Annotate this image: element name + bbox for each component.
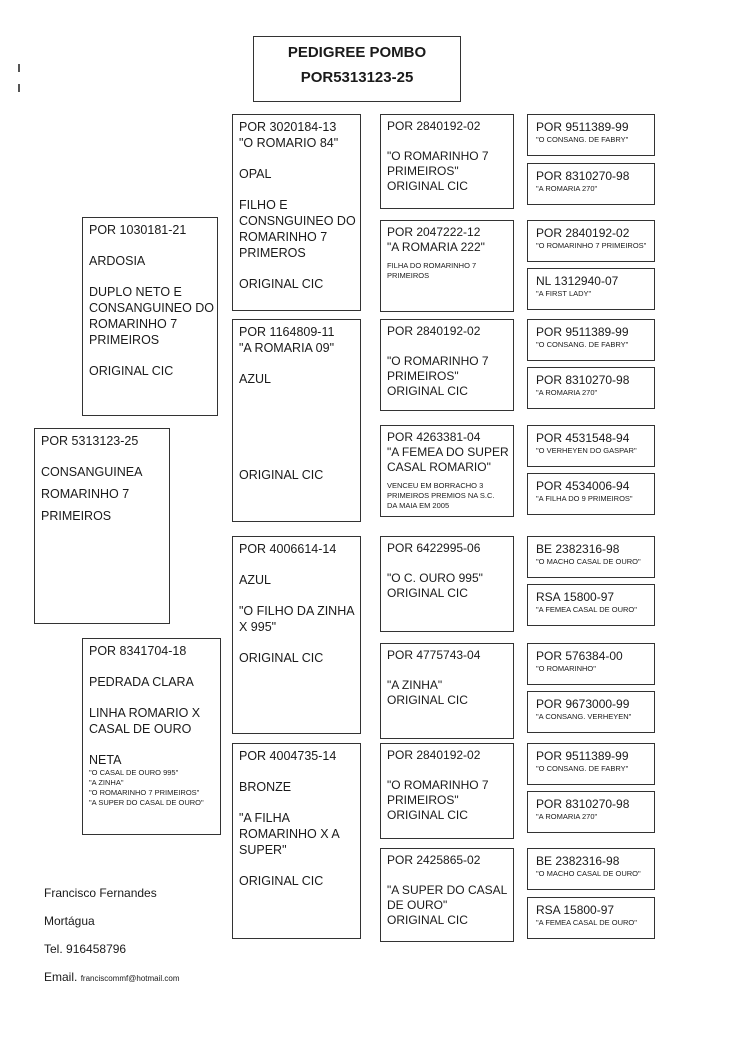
gggp-name: "A ROMARIA 270" — [536, 812, 598, 821]
gp-name: "O ROMARIO 84" — [239, 136, 339, 150]
dam-neta-item: "A ZINHA" — [89, 778, 124, 787]
gp-desc-line: ROMARINHO 7 — [239, 230, 328, 244]
gggp-ring: POR 9673000-99 — [536, 697, 630, 711]
ggp-note: PRIMEIROS PREMIOS NA S.C. — [387, 491, 495, 500]
ggp-origin: ORIGINAL CIC — [387, 913, 468, 927]
email-label: Email. — [44, 970, 78, 984]
great-great-grandparent-box — [527, 743, 655, 785]
great-great-grandparent-box — [527, 791, 655, 833]
gggp-ring: NL 1312940-07 — [536, 274, 619, 288]
title-ring: POR5313123-25 — [300, 69, 414, 86]
ggp-origin: ORIGINAL CIC — [387, 693, 468, 707]
gggp-ring: POR 8310270-98 — [536, 373, 630, 387]
great-great-grandparent-box — [527, 114, 655, 156]
gggp-name: "O CONSANG. DE FABRY" — [536, 764, 629, 773]
gggp-name: "O ROMARINHO 7 PRIMEIROS" — [536, 241, 647, 250]
grandparent-box — [232, 536, 361, 734]
ggp-name: "A ROMARIA 222" — [387, 240, 485, 254]
subject-desc-line: ROMARINHO 7 — [41, 487, 130, 501]
sire-color: ARDOSIA — [89, 254, 146, 268]
ggp-ring: POR 4263381-04 — [387, 430, 481, 444]
gp-name: "A FILHA — [239, 811, 290, 825]
gggp-name: "O CONSANG. DE FABRY" — [536, 340, 629, 349]
grandparent-box — [232, 114, 361, 311]
dam-ring: POR 8341704-18 — [89, 644, 187, 658]
gp-color: OPAL — [239, 167, 272, 181]
great-great-grandparent-box — [527, 473, 655, 515]
ggp-name: "A FEMEA DO SUPER — [387, 445, 509, 459]
ggp-name: "O C. OURO 995" — [387, 571, 483, 585]
ggp-name: "O ROMARINHO 7 — [387, 354, 489, 368]
ggp-name: DE OURO" — [387, 898, 448, 912]
phone-number: 916458796 — [66, 942, 127, 956]
gggp-name: "A FILHA DO 9 PRIMEIROS" — [536, 494, 633, 503]
owner-phone — [44, 942, 126, 956]
phone-label: Tel. — [44, 942, 63, 956]
gggp-name: "O VERHEYEN DO GASPAR" — [536, 446, 637, 455]
gp-color: AZUL — [239, 372, 271, 386]
ggp-ring: POR 2840192-02 — [387, 748, 481, 762]
subject-box — [34, 428, 170, 624]
gp-desc-line: PRIMEROS — [239, 246, 306, 260]
gp-origin: ORIGINAL CIC — [239, 651, 324, 665]
pedigree-title — [253, 36, 461, 102]
great-great-grandparent-box — [527, 163, 655, 205]
sire-desc-line: CONSANGUINEO DO — [89, 301, 215, 315]
gggp-name: "O CONSANG. DE FABRY" — [536, 135, 629, 144]
sire-origin: ORIGINAL CIC — [89, 364, 174, 378]
great-great-grandparent-box — [527, 536, 655, 578]
gggp-name: "A FEMEA CASAL DE OURO" — [536, 918, 637, 927]
dam-desc-line: CASAL DE OURO — [89, 722, 192, 736]
great-great-grandparent-box — [527, 584, 655, 626]
ggp-name: CASAL ROMARIO" — [387, 460, 491, 474]
owner-city: Mortágua — [44, 914, 95, 928]
gggp-ring: BE 2382316-98 — [536, 542, 620, 556]
ggp-origin: ORIGINAL CIC — [387, 179, 468, 193]
gp-name: ROMARINHO X A — [239, 827, 340, 841]
dam-neta-item: "O ROMARINHO 7 PRIMEIROS" — [89, 788, 200, 797]
gp-desc-line: FILHO E — [239, 198, 288, 212]
dam-box — [82, 638, 221, 835]
gp-ring: POR 1164809-11 — [239, 325, 335, 339]
gp-color: BRONZE — [239, 780, 292, 794]
gp-name: "A ROMARIA 09" — [239, 341, 335, 355]
ggp-name: PRIMEIROS" — [387, 793, 459, 807]
gp-desc-line: CONSNGUINEO DO — [239, 214, 356, 228]
dam-neta-item: "O CASAL DE OURO 995" — [89, 768, 179, 777]
gp-name: SUPER" — [239, 843, 287, 857]
owner-email — [44, 970, 180, 984]
gp-color: AZUL — [239, 573, 271, 587]
gggp-name: "A FEMEA CASAL DE OURO" — [536, 605, 637, 614]
great-great-grandparent-box — [527, 268, 655, 310]
great-grandparent-box — [380, 425, 514, 517]
great-great-grandparent-box — [527, 319, 655, 361]
gggp-ring: RSA 15800-97 — [536, 903, 615, 917]
subject-ring: POR 5313123-25 — [41, 434, 139, 448]
sire-box — [82, 217, 218, 416]
gp-name: X 995" — [239, 620, 277, 634]
sire-desc-line: DUPLO NETO E — [89, 285, 182, 299]
sire-ring: POR 1030181-21 — [89, 223, 187, 237]
ggp-name: PRIMEIROS" — [387, 164, 459, 178]
dam-neta: NETA — [89, 753, 122, 767]
sire-desc-line: PRIMEIROS — [89, 333, 160, 347]
gggp-name: "A CONSANG. VERHEYEN" — [536, 712, 632, 721]
great-grandparent-box — [380, 643, 514, 739]
ggp-name: "O ROMARINHO 7 — [387, 778, 489, 792]
gggp-ring: POR 9511389-99 — [536, 325, 629, 339]
ggp-origin: ORIGINAL CIC — [387, 808, 468, 822]
great-great-grandparent-box — [527, 367, 655, 409]
ggp-name: PRIMEIROS" — [387, 369, 459, 383]
sire-desc-line: ROMARINHO 7 — [89, 317, 178, 331]
gggp-ring: POR 4534006-94 — [536, 479, 630, 493]
ggp-note: FILHA DO ROMARINHO 7 — [387, 261, 477, 270]
ggp-origin: ORIGINAL CIC — [387, 384, 468, 398]
ggp-name: "O ROMARINHO 7 — [387, 149, 489, 163]
ggp-name: "A ZINHA" — [387, 678, 443, 692]
ggp-note: PRIMEIROS — [387, 271, 430, 280]
gggp-name: "A ROMARIA 270" — [536, 184, 598, 193]
great-grandparent-box — [380, 114, 514, 209]
great-grandparent-box — [380, 319, 514, 411]
gggp-name: "A ROMARIA 270" — [536, 388, 598, 397]
ggp-note: DA MAIA EM 2005 — [387, 501, 450, 510]
gggp-ring: RSA 15800-97 — [536, 590, 615, 604]
dam-neta-item: "A SUPER DO CASAL DE OURO" — [89, 798, 204, 807]
great-great-grandparent-box — [527, 848, 655, 890]
ggp-ring: POR 6422995-06 — [387, 541, 481, 555]
gggp-ring: POR 576384-00 — [536, 649, 623, 663]
grandparent-box — [232, 319, 361, 522]
ggp-ring: POR 2425865-02 — [387, 853, 481, 867]
gggp-name: "A FIRST LADY" — [536, 289, 592, 298]
gggp-name: "O MACHO CASAL DE OURO" — [536, 869, 641, 878]
ggp-ring: POR 4775743-04 — [387, 648, 481, 662]
ggp-ring: POR 2840192-02 — [387, 324, 481, 338]
title-heading: PEDIGREE POMBO — [287, 44, 427, 61]
ggp-name: "A SUPER DO CASAL — [387, 883, 508, 897]
gggp-ring: BE 2382316-98 — [536, 854, 620, 868]
dam-color: PEDRADA CLARA — [89, 675, 194, 689]
gp-ring: POR 4006614-14 — [239, 542, 337, 556]
gp-origin: ORIGINAL CIC — [239, 874, 324, 888]
gggp-ring: POR 2840192-02 — [536, 226, 630, 240]
ggp-note: VENCEU EM BORRACHO 3 — [387, 481, 484, 490]
gggp-name: "O MACHO CASAL DE OURO" — [536, 557, 641, 566]
great-great-grandparent-box — [527, 643, 655, 685]
ggp-ring: POR 2047222-12 — [387, 225, 481, 239]
gggp-ring: POR 9511389-99 — [536, 120, 629, 134]
great-great-grandparent-box — [527, 897, 655, 939]
gp-ring: POR 4004735-14 — [239, 749, 337, 763]
great-great-grandparent-box — [527, 425, 655, 467]
ggp-ring: POR 2840192-02 — [387, 119, 481, 133]
scan-tick — [18, 84, 20, 92]
gp-ring: POR 3020184-13 — [239, 120, 337, 134]
gp-origin: ORIGINAL CIC — [239, 468, 324, 482]
subject-desc-line: PRIMEIROS — [41, 509, 112, 523]
great-grandparent-box — [380, 220, 514, 312]
dam-desc-line: LINHA ROMARIO X — [89, 706, 201, 720]
ggp-origin: ORIGINAL CIC — [387, 586, 468, 600]
owner-name: Francisco Fernandes — [44, 886, 157, 900]
gggp-ring: POR 8310270-98 — [536, 169, 630, 183]
gggp-name: "O ROMARINHO" — [536, 664, 596, 673]
great-grandparent-box — [380, 743, 514, 839]
gggp-ring: POR 9511389-99 — [536, 749, 629, 763]
gp-origin: ORIGINAL CIC — [239, 277, 324, 291]
subject-desc-line: CONSANGUINEA — [41, 465, 143, 479]
grandparent-box — [232, 743, 361, 939]
gp-name: "O FILHO DA ZINHA — [239, 604, 355, 618]
great-great-grandparent-box — [527, 220, 655, 262]
great-grandparent-box — [380, 848, 514, 942]
scan-marks — [18, 64, 22, 104]
email-address: franciscommf@hotmail.com — [80, 974, 180, 983]
great-grandparent-box — [380, 536, 514, 632]
great-great-grandparent-box — [527, 691, 655, 733]
gggp-ring: POR 8310270-98 — [536, 797, 630, 811]
gggp-ring: POR 4531548-94 — [536, 431, 630, 445]
scan-tick — [18, 64, 20, 72]
